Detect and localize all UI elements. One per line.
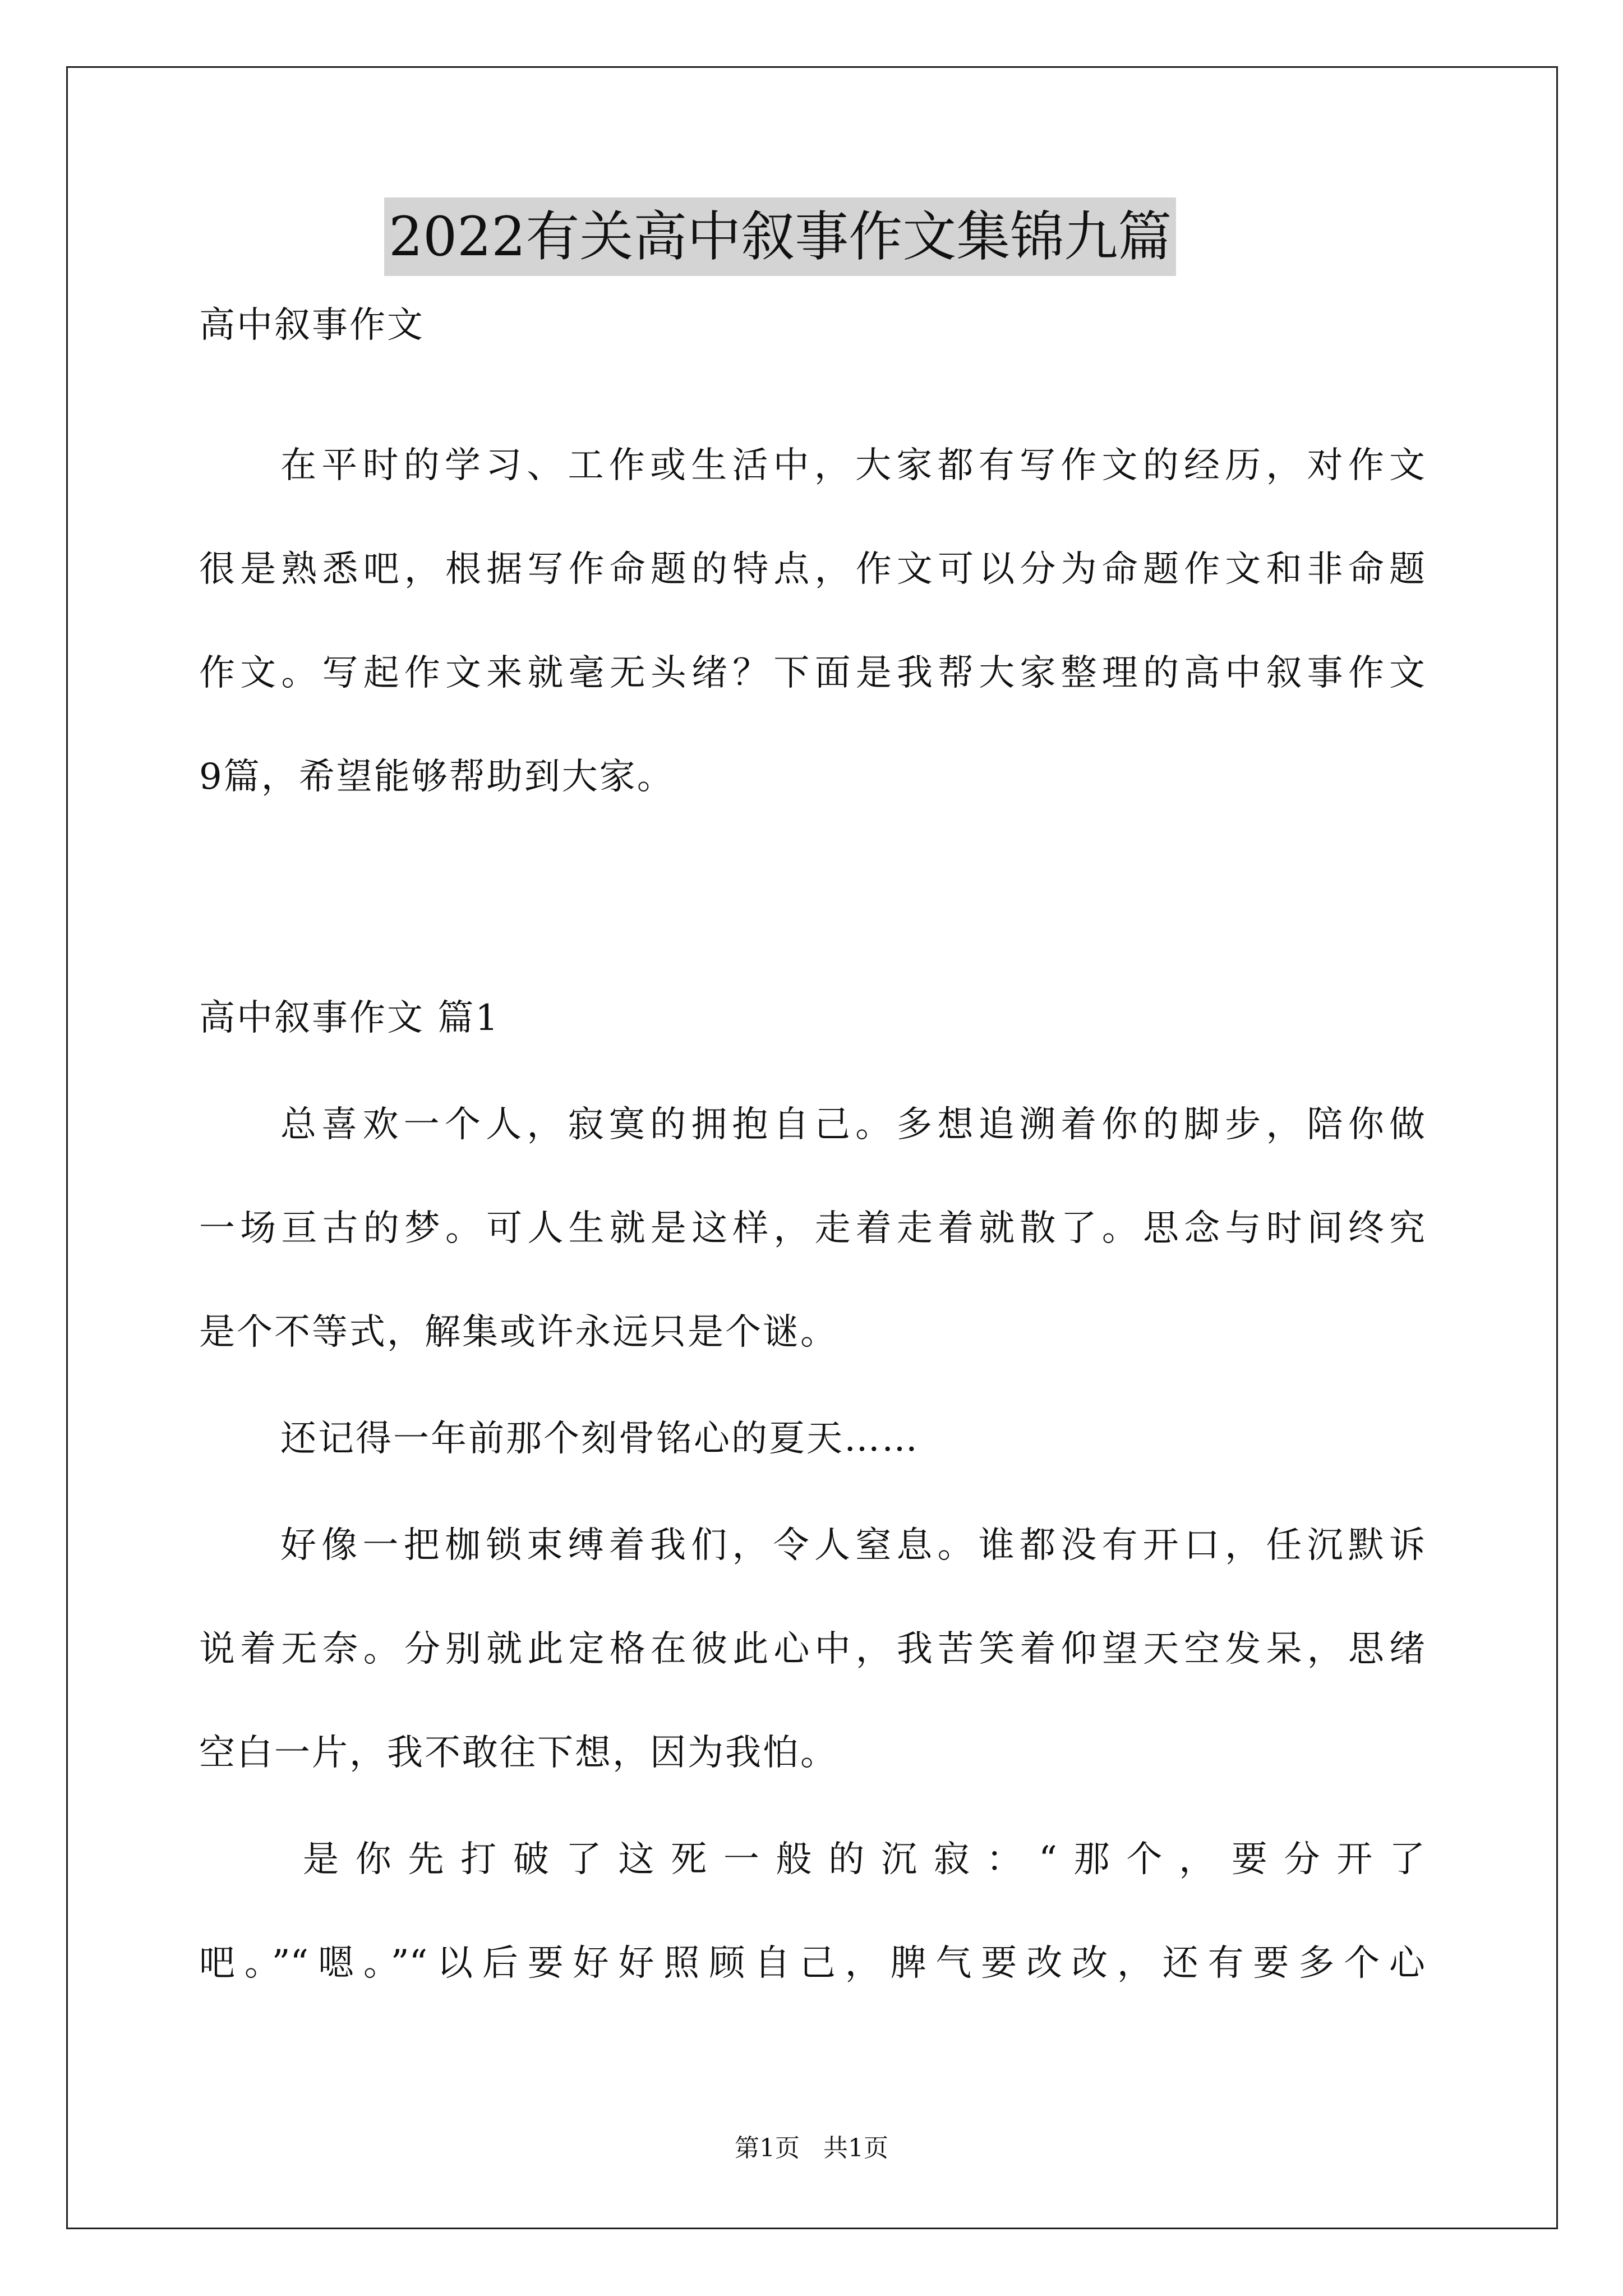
section-heading: 高中叙事作文 <box>199 305 425 346</box>
article-paragraph-line: 是你先打破了这死一般的沉寂：“那个，要分开了 <box>303 1839 1425 1880</box>
page-footer: 第1页 共1页 <box>735 2134 888 2162</box>
intro-line: 9篇，希望能够帮助到大家。 <box>199 756 675 798</box>
document-title: 2022有关高中叙事作文集锦九篇 <box>384 197 1176 276</box>
intro-line: 作文。写起作文来就毫无头绪？下面是我帮大家整理的高中叙事作文 <box>199 652 1425 694</box>
article-paragraph-line: 是个不等式，解集或许永远只是个谜。 <box>199 1312 838 1353</box>
intro-line: 很是熟悉吧，根据写作命题的特点，作文可以分为命题作文和非命题 <box>199 549 1425 590</box>
article-paragraph-line: 总喜欢一个人，寂寞的拥抱自己。多想追溯着你的脚步，陪你做 <box>280 1104 1425 1145</box>
article-paragraph-line: 吧。”“嗯。”“以后要好好照顾自己，脾气要改改，还有要多个心 <box>199 1943 1425 1984</box>
article-paragraph-line: 好像一把枷锁束缚着我们，令人窒息。谁都没有开口，任沉默诉 <box>280 1525 1425 1566</box>
article-paragraph-line: 还记得一年前那个刻骨铭心的夏天…… <box>280 1418 919 1460</box>
article-paragraph-line: 说着无奈。分别就此定格在彼此心中，我苦笑着仰望天空发呆，思绪 <box>199 1628 1425 1670</box>
page-border <box>66 66 1558 2229</box>
article-heading: 高中叙事作文 篇1 <box>199 997 500 1039</box>
article-paragraph-line: 空白一片，我不敢往下想，因为我怕。 <box>199 1732 838 1774</box>
article-paragraph-line: 一场亘古的梦。可人生就是这样，走着走着就散了。思念与时间终究 <box>199 1208 1425 1249</box>
intro-line: 在平时的学习、工作或生活中，大家都有写作文的经历，对作文 <box>280 445 1425 486</box>
